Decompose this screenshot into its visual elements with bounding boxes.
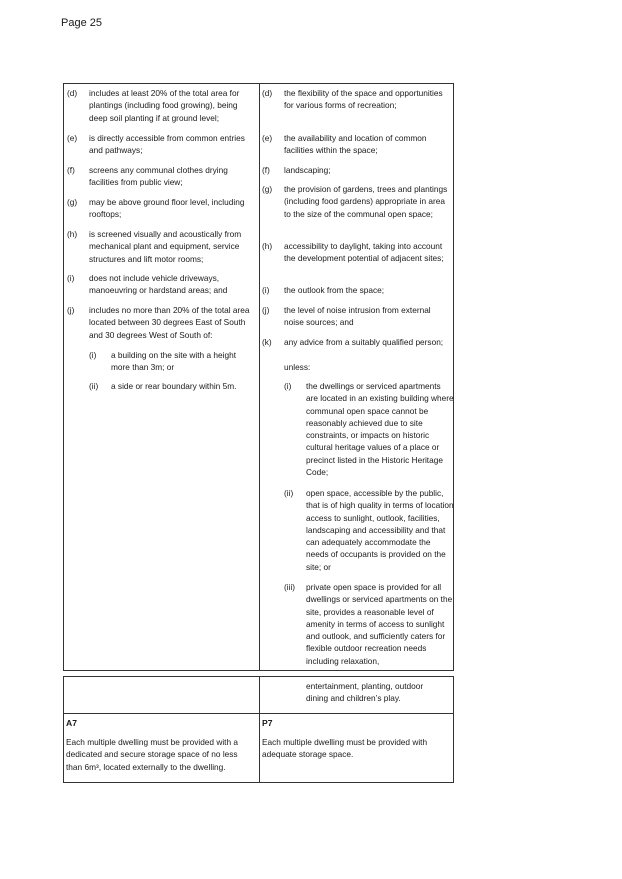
- a7-text: Each multiple dwelling must be provided with a dedicated and secure storage space of no less than 6m³, located externally to the dwelling.: [66, 737, 239, 772]
- continuation-text: entertainment, planting, outdoor dining and children’s play.: [306, 681, 424, 704]
- row-divider: [64, 713, 453, 714]
- page-number: Page 25: [61, 17, 102, 29]
- criteria-table-upper: [63, 83, 454, 671]
- unless-text: unless:: [284, 362, 311, 372]
- performance-criteria-column: (d) the flexibility of the space and opportunities for various forms of recreation; (e) the availability and location of common facilities within the space; (f) landscaping; (g) the provision of gardens, trees and plantings (including food gardens) appropriate in area to the size of the communal open space; (h) accessibility to daylight, taking into account the development potential of adjacent sites; (i) the outlook from the space; (j) the level of noise intrusion from external noise sources; and (k) any advice from a suitably qualified person; unless: (i) the dwellings or serviced apartments are located in an existing building where communal open space cannot be reasonably achieved due to site constraints, or impacts on historic cultural heritage values of a place or precinct listed in the Historic Heritage Code; (ii) open space, accessible by the public, that is of high quality in terms of location access to sunlight, outlook, facilities, landscaping and accessibility and that can adequately accommodate the needs of occupants is provided on the site; or (iii) private open space is provided for all dwellings or serviced apartments on the site, provides a reasonable level of amenity in terms of access to sunlight and outlook, and sufficiently caters for flexible outdoor recreation needs including relaxation,: [262, 88, 454, 666]
- a7-heading: A7: [66, 718, 77, 728]
- criteria-table-lower: [63, 676, 454, 783]
- p7-text: Each multiple dwelling must be provided with adequate storage space.: [262, 737, 428, 760]
- p7-heading: P7: [262, 718, 273, 728]
- acceptable-solutions-column: (d) includes at least 20% of the total area for plantings (including food growing), being deep soil planting if at ground level; (e) is directly accessible from common entries and pathways; (f) screens any communal clothes drying facilities from public view; (g) may be above ground floor level, including rooftops; (h) is screened visually and acoustically from mechanical plant and equipment, service structures and lift motor rooms; (i) does not include vehicle driveways, manoeuvring or hardstand areas; and (j) includes no more than 20% of the total area located between 30 degrees East of South and 30 degrees West of South of: (i) a building on the site with a height more than 3m; or (ii) a side or rear boundary within 5m.: [64, 84, 260, 670]
